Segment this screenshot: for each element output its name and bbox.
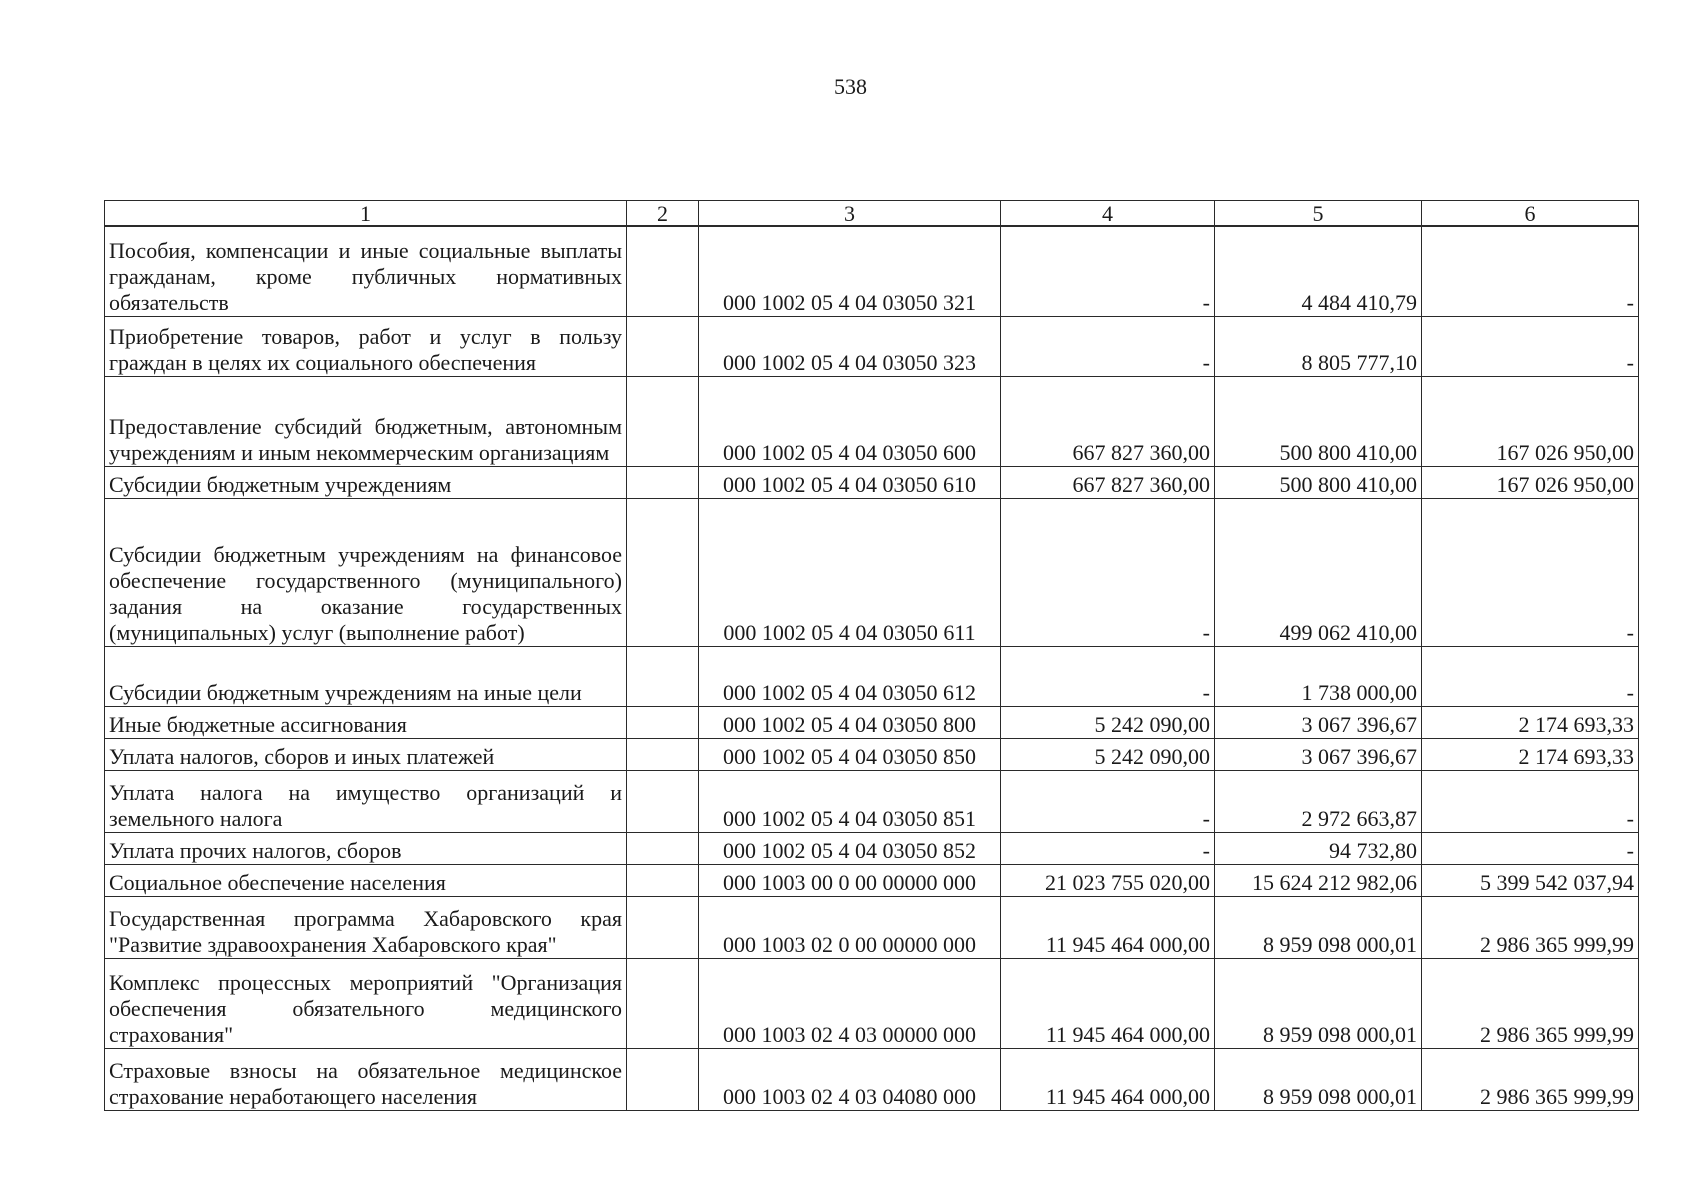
row-code: 000 1003 02 4 03 00000 000 <box>699 958 1001 1048</box>
empty-cell <box>627 958 699 1048</box>
column-number-row <box>105 201 1639 227</box>
column-header: 6 <box>1422 201 1639 227</box>
budget-table <box>104 200 1639 1111</box>
row-value-5: 499 062 410,00 <box>1215 498 1422 646</box>
empty-cell <box>627 226 699 316</box>
row-value-4: 11 945 464 000,00 <box>1001 896 1215 958</box>
row-value-6: 2 174 693,33 <box>1422 706 1639 738</box>
empty-cell <box>627 738 699 770</box>
row-name: Страховые взносы на обязательное медицинское страхование неработающего населения <box>105 1048 627 1110</box>
empty-cell <box>627 376 699 466</box>
row-name: Государственная программа Хабаровского края "Развитие здравоохранения Хабаровского края" <box>105 896 627 958</box>
row-code: 000 1002 05 4 04 03050 612 <box>699 646 1001 706</box>
table-row <box>105 226 1639 316</box>
row-code: 000 1002 05 4 04 03050 851 <box>699 770 1001 832</box>
table-row <box>105 864 1639 896</box>
row-code: 000 1003 00 0 00 00000 000 <box>699 864 1001 896</box>
row-code: 000 1002 05 4 04 03050 600 <box>699 376 1001 466</box>
row-value-4: - <box>1001 770 1215 832</box>
table-row <box>105 1048 1639 1110</box>
row-name: Субсидии бюджетным учреждениям на финансовое обеспечение государственного (муниципального) задания на оказание государственных (муниципальных) услуг (выполнение работ) <box>105 498 627 646</box>
table-row <box>105 646 1639 706</box>
column-header: 2 <box>627 201 699 227</box>
row-name: Социальное обеспечение населения <box>105 864 627 896</box>
row-value-5: 8 959 098 000,01 <box>1215 896 1422 958</box>
row-code: 000 1002 05 4 04 03050 321 <box>699 226 1001 316</box>
row-name: Приобретение товаров, работ и услуг в пользу граждан в целях их социального обеспечения <box>105 316 627 376</box>
table-row <box>105 958 1639 1048</box>
row-name: Предоставление субсидий бюджетным, автономным учреждениям и иным некоммерческим организациям <box>105 376 627 466</box>
row-name: Субсидии бюджетным учреждениям <box>105 466 627 498</box>
row-value-4: - <box>1001 316 1215 376</box>
empty-cell <box>627 770 699 832</box>
row-name: Уплата налогов, сборов и иных платежей <box>105 738 627 770</box>
table-row <box>105 738 1639 770</box>
row-name: Субсидии бюджетным учреждениям на иные цели <box>105 646 627 706</box>
row-value-4: 5 242 090,00 <box>1001 706 1215 738</box>
row-value-5: 500 800 410,00 <box>1215 376 1422 466</box>
row-value-6: - <box>1422 316 1639 376</box>
row-value-6: 2 986 365 999,99 <box>1422 1048 1639 1110</box>
row-value-5: 3 067 396,67 <box>1215 738 1422 770</box>
row-value-5: 8 805 777,10 <box>1215 316 1422 376</box>
row-value-6: 5 399 542 037,94 <box>1422 864 1639 896</box>
row-value-5: 8 959 098 000,01 <box>1215 1048 1422 1110</box>
empty-cell <box>627 706 699 738</box>
empty-cell <box>627 864 699 896</box>
row-code: 000 1003 02 4 03 04080 000 <box>699 1048 1001 1110</box>
row-value-6: 167 026 950,00 <box>1422 466 1639 498</box>
row-value-6: - <box>1422 226 1639 316</box>
row-value-4: 21 023 755 020,00 <box>1001 864 1215 896</box>
row-value-4: - <box>1001 498 1215 646</box>
row-name: Комплекс процессных мероприятий "Организация обеспечения обязательного медицинского страхования" <box>105 958 627 1048</box>
column-header: 5 <box>1215 201 1422 227</box>
row-name: Иные бюджетные ассигнования <box>105 706 627 738</box>
row-code: 000 1002 05 4 04 03050 800 <box>699 706 1001 738</box>
empty-cell <box>627 896 699 958</box>
row-value-6: - <box>1422 498 1639 646</box>
row-code: 000 1002 05 4 04 03050 850 <box>699 738 1001 770</box>
row-value-5: 94 732,80 <box>1215 832 1422 864</box>
row-value-4: 5 242 090,00 <box>1001 738 1215 770</box>
table-row <box>105 466 1639 498</box>
row-value-4: 667 827 360,00 <box>1001 376 1215 466</box>
row-name: Уплата налога на имущество организаций и земельного налога <box>105 770 627 832</box>
row-value-5: 15 624 212 982,06 <box>1215 864 1422 896</box>
row-name: Пособия, компенсации и иные социальные выплаты гражданам, кроме публичных нормативных обязательств <box>105 226 627 316</box>
row-value-5: 8 959 098 000,01 <box>1215 958 1422 1048</box>
row-code: 000 1003 02 0 00 00000 000 <box>699 896 1001 958</box>
empty-cell <box>627 1048 699 1110</box>
page-number: 538 <box>834 74 867 99</box>
row-value-4: 11 945 464 000,00 <box>1001 1048 1215 1110</box>
table-row <box>105 376 1639 466</box>
row-name: Уплата прочих налогов, сборов <box>105 832 627 864</box>
row-value-6: - <box>1422 770 1639 832</box>
row-value-4: 11 945 464 000,00 <box>1001 958 1215 1048</box>
table-row <box>105 706 1639 738</box>
row-value-6: 2 174 693,33 <box>1422 738 1639 770</box>
table-row <box>105 770 1639 832</box>
row-code: 000 1002 05 4 04 03050 610 <box>699 466 1001 498</box>
empty-cell <box>627 316 699 376</box>
table-row <box>105 832 1639 864</box>
row-value-4: 667 827 360,00 <box>1001 466 1215 498</box>
row-value-4: - <box>1001 226 1215 316</box>
empty-cell <box>627 832 699 864</box>
column-header: 4 <box>1001 201 1215 227</box>
column-header: 3 <box>699 201 1001 227</box>
column-header: 1 <box>105 201 627 227</box>
empty-cell <box>627 498 699 646</box>
row-value-4: - <box>1001 646 1215 706</box>
empty-cell <box>627 466 699 498</box>
row-value-5: 4 484 410,79 <box>1215 226 1422 316</box>
row-code: 000 1002 05 4 04 03050 852 <box>699 832 1001 864</box>
row-value-6: 167 026 950,00 <box>1422 376 1639 466</box>
row-value-5: 1 738 000,00 <box>1215 646 1422 706</box>
row-value-6: 2 986 365 999,99 <box>1422 896 1639 958</box>
empty-cell <box>627 646 699 706</box>
row-value-5: 2 972 663,87 <box>1215 770 1422 832</box>
table-row <box>105 896 1639 958</box>
row-value-4: - <box>1001 832 1215 864</box>
row-value-6: 2 986 365 999,99 <box>1422 958 1639 1048</box>
row-code: 000 1002 05 4 04 03050 611 <box>699 498 1001 646</box>
table-row <box>105 498 1639 646</box>
table-row <box>105 316 1639 376</box>
row-value-6: - <box>1422 646 1639 706</box>
row-value-5: 500 800 410,00 <box>1215 466 1422 498</box>
row-value-6: - <box>1422 832 1639 864</box>
row-code: 000 1002 05 4 04 03050 323 <box>699 316 1001 376</box>
row-value-5: 3 067 396,67 <box>1215 706 1422 738</box>
